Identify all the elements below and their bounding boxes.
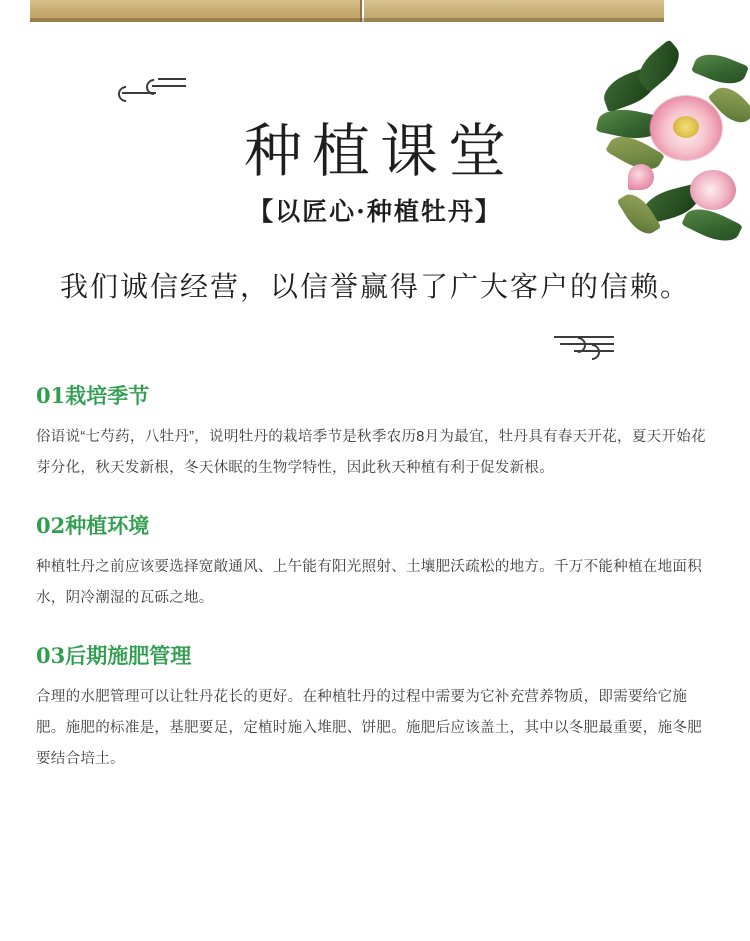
- section-body: 合理的水肥管理可以让牡丹花长的更好。在种植牡丹的过程中需要为它补充营养物质，即需要给它施肥。施肥的标准是，基肥要足，定植时施入堆肥、饼肥。施肥后应该盖土，其中以冬肥最重要，施冬肥要结合培土。: [36, 689, 702, 767]
- top-decorative-band: [0, 0, 750, 22]
- section-item: [36, 380, 716, 484]
- section-item: [36, 640, 716, 775]
- page-title: 种植课堂: [243, 117, 516, 185]
- peony-flower-illustration-icon: [598, 52, 750, 252]
- content-sections: [36, 380, 716, 801]
- section-body: 种植牡丹之前应该要选择宽敞通风、上午能有阳光照射、土壤肥沃疏松的地方。千万不能种植在地面积水，阴冷潮湿的瓦砾之地。: [36, 559, 702, 606]
- ruyi-cloud-ornament-icon: [122, 74, 192, 100]
- page-slogan: 我们诚信经营，以信誉赢得了广大客户的信赖。: [59, 270, 690, 303]
- section-heading: 01栽培季节: [36, 383, 150, 408]
- section-body: 俗语说“七芍药，八牡丹”，说明牡丹的栽培季节是秋季农历8月为最宜，牡丹具有春天开花，夏天开始花芽分化，秋天发新根，冬天休眠的生物学特性，因此秋天种植有利于促发新根。: [36, 429, 706, 476]
- page-subtitle: 【以匠心·种植牡丹】: [248, 197, 502, 226]
- ruyi-cloud-ornament-icon-right: [548, 332, 618, 358]
- section-heading: 03后期施肥管理: [36, 643, 192, 668]
- section-item: [36, 510, 716, 614]
- section-heading: 02种植环境: [36, 513, 150, 538]
- page-header: [0, 22, 750, 322]
